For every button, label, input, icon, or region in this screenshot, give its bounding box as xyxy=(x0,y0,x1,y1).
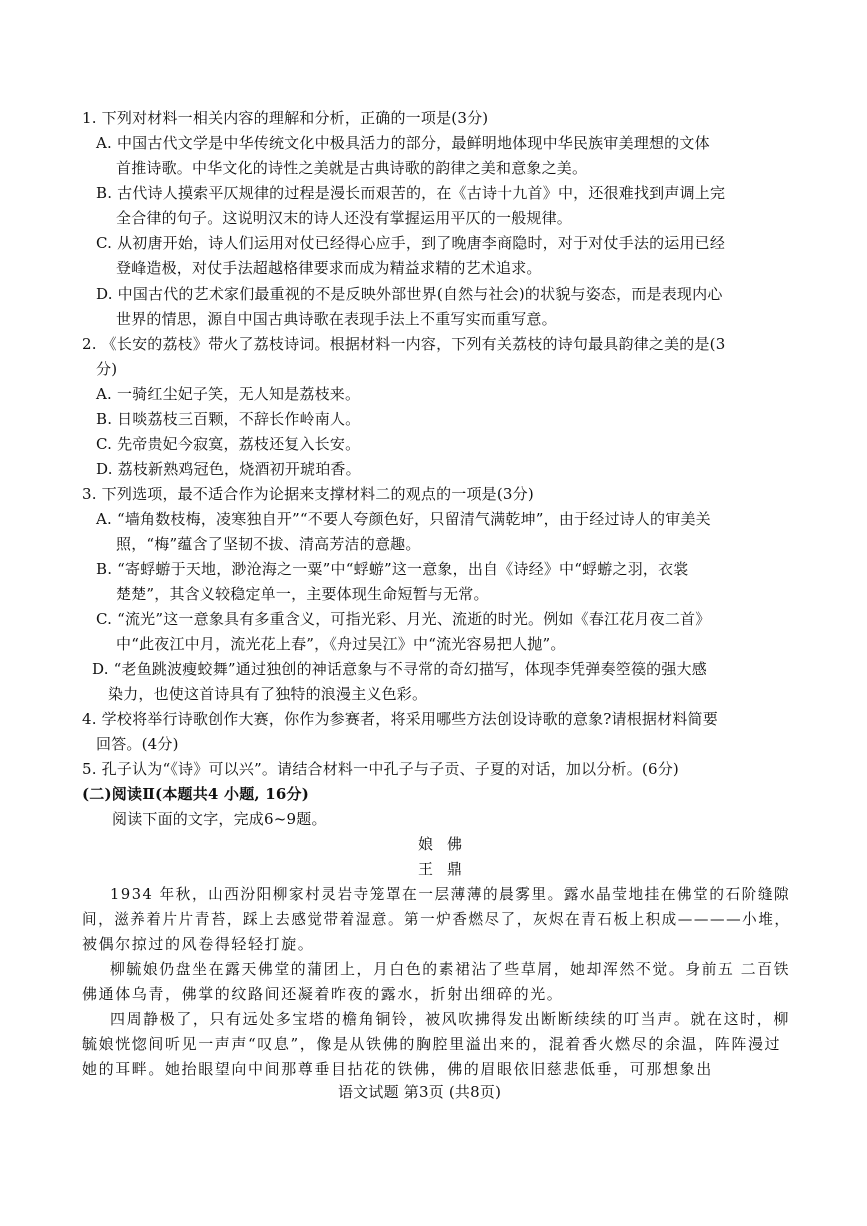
q1-option-b-cont: 全合律的句子。这说明汉末的诗人还没有掌握运用平仄的一般规律。 xyxy=(116,209,573,227)
q3-option-d-cont: 染力，也使这首诗具有了独特的浪漫主义色彩。 xyxy=(108,685,428,703)
story-paragraph-2-line-2: 佛通体乌青，佛掌的纹路间还凝着昨夜的露水，折射出细碎的光。 xyxy=(82,985,564,1003)
story-paragraph-1: 1934 年秋，山西汾阳柳家村灵岩寺笼罩在一层薄薄的晨雾里。露水晶莹地挂在佛堂的石阶缝隙 xyxy=(110,885,791,903)
q2-option-c: C. 先帝贵妃今寂寞，荔枝还复入长安。 xyxy=(96,435,361,453)
q2-option-d: D. 荔枝新熟鸡冠色，烧酒初开琥珀香。 xyxy=(96,460,361,478)
story-paragraph-3-line-3: 她的耳畔。她抬眼望向中间那尊垂目拈花的铁佛，佛的眉眼依旧慈悲低垂，可那想象出 xyxy=(82,1060,713,1078)
q5-stem: 5. 孔子认为“《诗》可以兴”。请结合材料一中孔子与子贡、子夏的对话，加以分析。(6分) xyxy=(82,760,679,778)
q3-option-b: B. “寄蜉蝣于天地，渺沧海之一粟”中“蜉蝣”这一意象，出自《诗经》中“蜉蝣之羽，衣裳 xyxy=(96,560,689,578)
page-footer: 语文试题 第3页 (共8页) xyxy=(338,1083,502,1101)
q1-option-b: B. 古代诗人摸索平仄规律的过程是漫长而艰苦的，在《古诗十九首》中，还很难找到声调上完 xyxy=(96,184,726,202)
story-title: 娘佛 xyxy=(418,835,477,853)
story-paragraph-3-line-2: 毓娘恍惚间听见一声声“叹息”，像是从铁佛的胸腔里溢出来的，混着香火燃尽的余温，阵阵漫过 xyxy=(82,1035,782,1053)
q3-option-c-cont: 中“此夜江中月，流光花上春”，《舟过吴江》中“流光容易把人抛”。 xyxy=(116,635,566,653)
story-paragraph-1-line-3: 被偶尔掠过的风卷得轻轻打旋。 xyxy=(82,935,315,953)
story-author: 王鼎 xyxy=(418,860,477,878)
q2-stem: 2. 《长安的荔枝》带火了荔枝诗词。根据材料一内容，下列有关荔枝的诗句最具韵律之美的是(3 xyxy=(82,335,726,353)
q4-stem: 4. 学校将举行诗歌创作大赛，你作为参赛者，将采用哪些方法创设诗歌的意象?请根据材料简要 xyxy=(82,710,718,728)
q2-option-a: A. 一骑红尘妃子笑，无人知是荔枝来。 xyxy=(96,385,361,403)
q1-option-d-cont: 世界的情思，源自中国古典诗歌在表现手法上不重写实而重写意。 xyxy=(116,310,557,328)
q1-stem: 1. 下列对材料一相关内容的理解和分析，正确的一项是(3分) xyxy=(82,109,489,127)
story-paragraph-2: 柳毓娘仍盘坐在露天佛堂的蒲团上，月白色的素裙沾了些草屑，她却浑然不觉。身前五 二百铁 xyxy=(110,960,791,978)
q1-option-c: C. 从初唐开始，诗人们运用对仗已经得心应手，到了晚唐李商隐时，对于对仗手法的运用已经 xyxy=(96,234,726,252)
q3-option-c: C. “流光”这一意象具有多重含义，可指光彩、月光、流逝的时光。例如《春江花月夜二首》 xyxy=(96,610,711,628)
q3-stem: 3. 下列选项，最不适合作为论据来支撑材料二的观点的一项是(3分) xyxy=(82,485,534,503)
q3-option-a-cont: 照，“梅”蕴含了坚韧不拔、清高芳洁的意趣。 xyxy=(116,535,421,553)
q4-stem-cont: 回答。(4分) xyxy=(96,735,179,753)
q2-option-b: B. 日啖荔枝三百颗，不辞长作岭南人。 xyxy=(96,410,361,428)
q3-option-a: A. “墙角数枝梅，凌寒独自开”“不要人夸颜色好，只留清气满乾坤”，由于经过诗人的审美关 xyxy=(96,510,711,528)
q1-option-a-cont: 首推诗歌。中华文化的诗性之美就是古典诗歌的韵律之美和意象之美。 xyxy=(116,159,588,177)
q1-option-c-cont: 登峰造极，对仗手法超越格律要求而成为精益求精的艺术追求。 xyxy=(116,259,542,277)
q3-option-d: D. “老鱼跳波瘦蛟舞”通过独创的神话意象与不寻常的奇幻描写，体现李凭弹奏箜篌的强大感 xyxy=(92,660,707,678)
story-paragraph-1-line-2: 间，滋养着片片青苔，踩上去感觉带着湿意。第一炉香燃尽了，灰烬在青石板上积成————小堆， xyxy=(82,910,791,928)
section-instruction: 阅读下面的文字，完成6~9题。 xyxy=(112,810,327,828)
q1-option-a: A. 中国古代文学是中华传统文化中极具活力的部分，最鲜明地体现中华民族审美理想的文体 xyxy=(96,134,710,152)
section-heading: (二)阅读Ⅱ(本题共4 小题, 16分) xyxy=(82,785,310,803)
q2-stem-cont: 分) xyxy=(96,360,118,378)
q3-option-b-cont: 楚楚”，其含义较稳定单一，主要体现生命短暂与无常。 xyxy=(116,585,489,603)
q1-option-d: D. 中国古代的艺术家们最重视的不是反映外部世界(自然与社会)的状貌与姿态，而是表现内心 xyxy=(96,285,723,303)
story-paragraph-3: 四周静极了，只有远处多宝塔的檐角铜铃，被风吹拂得发出断断续续的叮当声。就在这时，柳 xyxy=(110,1010,790,1028)
